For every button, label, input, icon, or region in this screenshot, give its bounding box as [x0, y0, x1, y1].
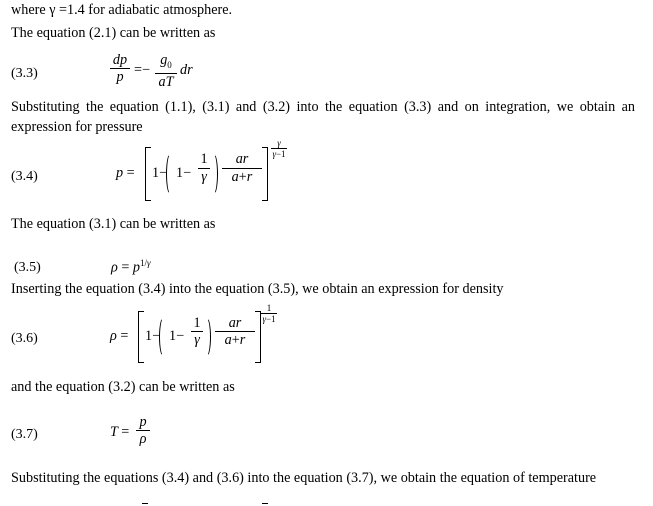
text-line-5: Inserting the equation (3.4) into the equation (3.5), we obtain an expression for density: [11, 281, 504, 297]
eq-number-3-7: (3.7): [11, 427, 38, 442]
text-line-7: Substituting the equations (3.4) and (3.6) into the equation (3.7), we obtain the equation of temperature: [11, 470, 597, 486]
text-line-1: where γ =1.4 for adiabatic atmosphere.: [11, 2, 233, 18]
fraction-dp-over-p: dp p: [110, 52, 130, 85]
density-power-equation: $\rho = p^{1/\gamma}$: [111, 258, 151, 276]
next-equation-mark-left: [142, 503, 148, 504]
next-equation-mark-right: [262, 503, 268, 504]
text-line-2: The equation (2.1) can be written as: [11, 25, 216, 41]
text-line-4: The equation (3.1) can be written as: [11, 216, 216, 232]
fraction-g0-over-aT: $g_0$ aT: [155, 52, 177, 90]
equals-minus: =−: [134, 62, 151, 78]
eq-number-3-3: (3.3): [11, 66, 38, 81]
text-line-3: Substituting the equation (1.1), (3.1) and (3.2) into the equation (3.3) and on integration, we obtain an expression for pressure: [11, 99, 635, 135]
text-line-6: and the equation (3.2) can be written as: [11, 379, 235, 395]
eq-number-3-6: (3.6): [11, 331, 38, 346]
eq-number-3-5: (3.5): [14, 260, 41, 275]
eq-number-3-4: (3.4): [11, 169, 38, 184]
dr-term: dr: [180, 62, 193, 78]
